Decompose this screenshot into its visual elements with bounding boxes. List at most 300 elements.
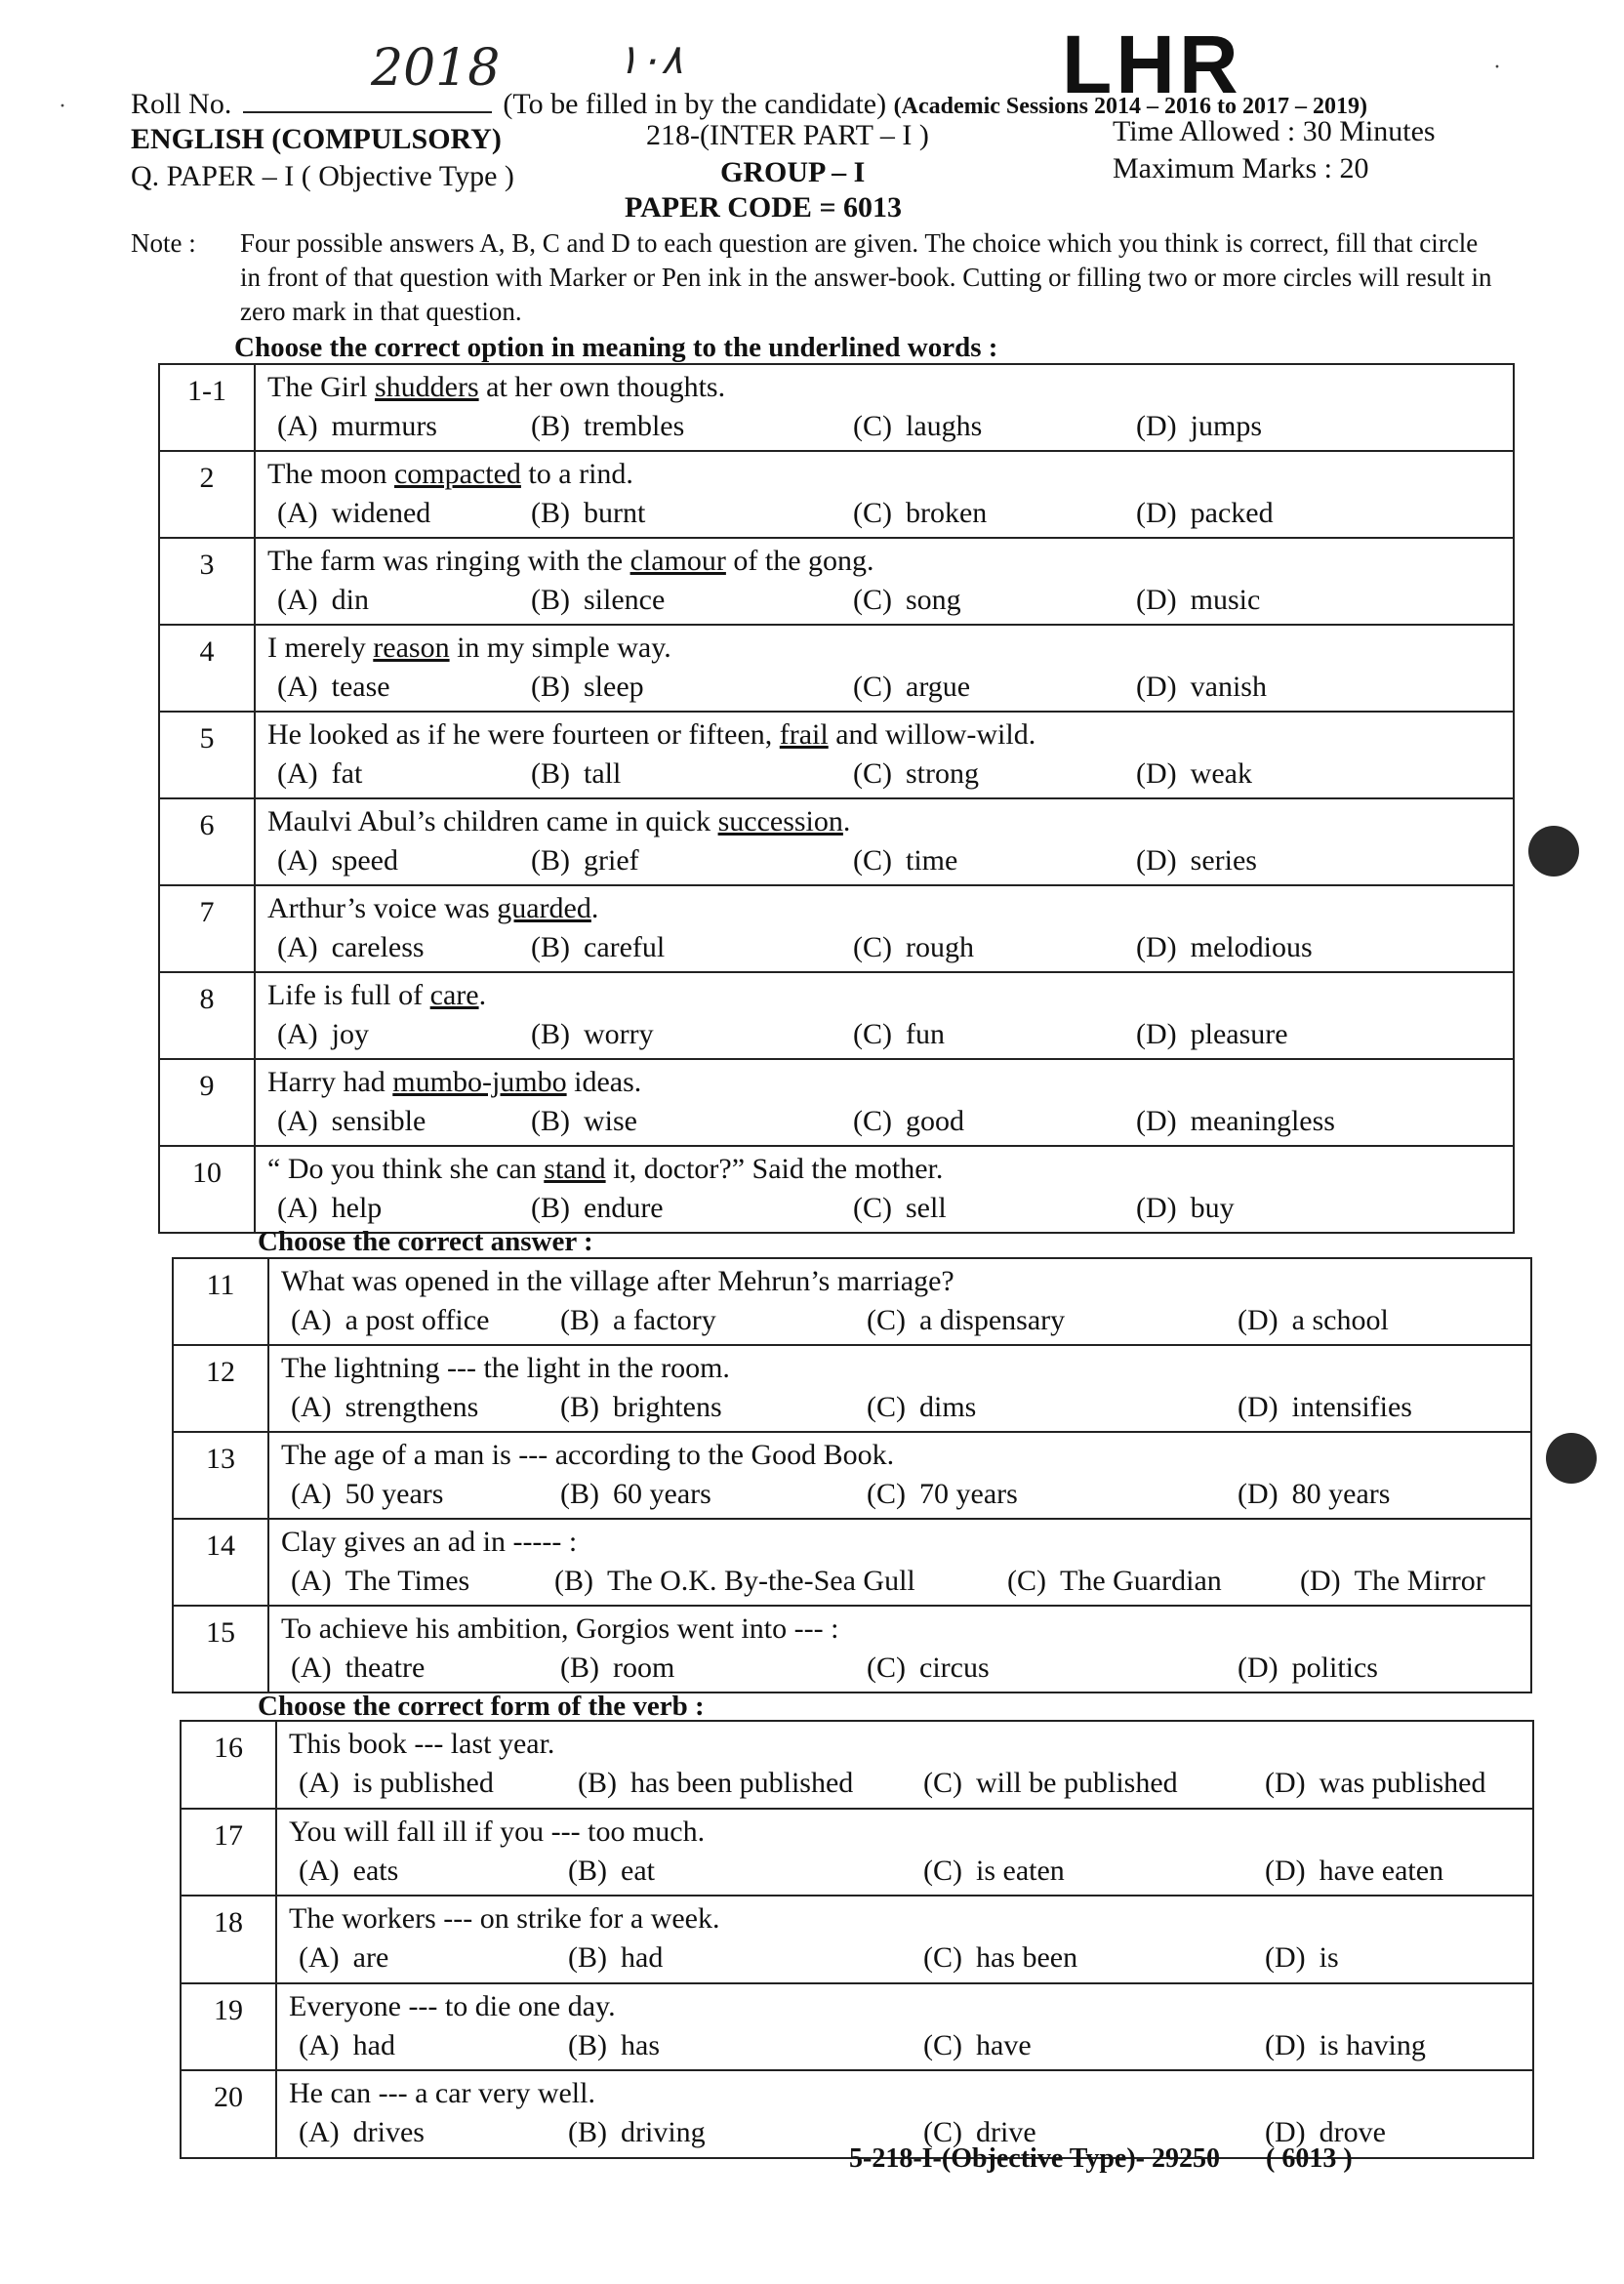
option-text: careless [331,931,425,963]
question-number: 18 [182,1897,277,1982]
option-text: vanish [1190,671,1267,703]
question-number: 9 [160,1060,256,1145]
option-d [1265,2029,1426,2062]
paper-type: Q. PAPER – I ( Objective Type ) [131,160,514,192]
option-letter: (C) [853,1018,892,1050]
option-text: packed [1190,497,1274,529]
question-fragment: “ Do you think she can [267,1153,545,1185]
option-c [853,584,961,617]
option-b [531,497,645,530]
option-letter: (C) [923,2028,962,2061]
option-text: is published [352,1767,494,1799]
question-row [174,1433,1530,1520]
option-text: endure [584,1192,664,1224]
option-text: sensible [331,1105,426,1137]
question-number: 20 [182,2071,277,2157]
underlined-word: guarded [497,892,591,924]
option-text: 50 years [345,1478,444,1510]
option-a [277,584,369,617]
option-letter: (B) [560,1478,599,1510]
roll-label: Roll No. [131,88,232,120]
question-number: 4 [160,626,256,711]
paper-code: PAPER CODE = 6013 [625,191,903,224]
option-text: strong [906,757,979,790]
option-c [923,1767,1178,1800]
question-text [289,1990,616,2023]
option-letter: (D) [1265,1767,1306,1799]
option-a [277,757,362,791]
option-letter: (A) [277,497,318,529]
option-text: jumps [1190,410,1263,442]
option-b [531,1018,654,1051]
option-a [277,931,425,964]
question-fragment: Life is full of [267,979,430,1011]
question-fragment: Everyone --- to die one day. [289,1989,616,2022]
option-text: grief [584,844,639,877]
roll-note: (To be filled in by the candidate) [503,88,887,120]
question-number: 11 [174,1259,269,1344]
underlined-word: compacted [393,458,521,490]
question-fragment: and willow-wild. [828,718,1036,751]
option-letter: (B) [560,1391,599,1423]
question-fragment: The lightning --- the light in the room. [281,1352,730,1384]
option-text: drive [976,2116,1036,2148]
question-row [174,1259,1530,1346]
option-c [923,1855,1065,1888]
question-fragment: . [478,979,487,1011]
question-row [160,365,1513,452]
option-text: a dispensary [919,1304,1066,1336]
question-number: 14 [174,1520,269,1605]
option-letter: (B) [554,1565,593,1597]
option-text: circus [919,1652,990,1684]
question-row [182,1722,1532,1810]
option-letter: (D) [1136,410,1177,442]
question-number: 8 [160,973,256,1058]
question-number: 12 [174,1346,269,1431]
option-letter: (B) [531,497,570,529]
option-letter: (A) [299,2116,340,2148]
note-text: Four possible answers A, B, C and D to each question are given. The choice which you think is correct, fill that circle in front of that question with Marker or Pen ink in the answer-book. Cutting or filling two or more circles will result in zero mark in that question. [240,228,1492,326]
option-text: brightens [613,1391,722,1423]
option-letter: (B) [568,1854,607,1887]
option-text: drove [1319,2116,1386,2148]
handwritten-year: 2018 [371,39,501,98]
question-number: 2 [160,452,256,537]
question-number: 15 [174,1607,269,1692]
option-letter: (A) [277,1192,318,1224]
option-text: has been published [630,1767,854,1799]
option-letter: (A) [277,1018,318,1050]
option-text: have [976,2028,1032,2061]
option-letter: (D) [1238,1304,1279,1336]
option-a [299,2116,425,2149]
option-letter: (C) [867,1652,906,1684]
option-d [1238,1304,1389,1337]
option-letter: (B) [568,2028,607,2061]
option-text: good [906,1105,964,1137]
option-c [923,1941,1077,1975]
section-heading: Choose the correct answer : [258,1226,593,1257]
option-b [531,844,639,877]
option-text: fat [331,757,363,790]
option-b [531,931,665,964]
option-text: laughs [906,410,983,442]
option-letter: (B) [560,1304,599,1336]
question-fragment: You will fall ill if you --- too much. [289,1815,706,1848]
option-c [923,2029,1032,2062]
option-letter: (D) [1136,1192,1177,1224]
option-text: theatre [345,1652,426,1684]
option-d [1136,671,1267,704]
option-b [531,1192,664,1225]
option-d [1136,931,1313,964]
scan-speck: · [1493,55,1501,80]
option-text: worry [584,1018,654,1050]
option-c [853,1105,964,1138]
question-row [160,539,1513,626]
option-a [291,1304,489,1337]
scan-blot [1528,826,1579,877]
option-letter: (C) [923,1854,962,1887]
option-b [560,1304,716,1337]
question-number: 1-1 [160,365,256,450]
underlined-word: mumbo-jumbo [392,1066,567,1098]
question-row [160,973,1513,1060]
footer-code: 5-218-I-(Objective Type)- 29250 [849,2143,1220,2174]
option-letter: (A) [277,931,318,963]
question-number: 10 [160,1147,256,1232]
question-fragment: . [842,805,851,837]
scan-blot [1546,1433,1597,1484]
option-text: was published [1319,1767,1486,1799]
option-text: strengthens [345,1391,479,1423]
section-heading: Choose the correct option in meaning to the underlined words : [234,332,998,363]
option-text: wise [584,1105,637,1137]
question-fragment: Arthur’s voice was [267,892,498,924]
option-b [531,671,644,704]
option-d [1238,1391,1412,1424]
option-letter: (B) [531,584,570,616]
option-a [299,1855,398,1888]
option-letter: (A) [291,1565,332,1597]
option-d [1136,1018,1288,1051]
question-row [160,886,1513,973]
option-letter: (A) [277,584,318,616]
option-letter: (C) [867,1478,906,1510]
option-letter: (D) [1136,1105,1177,1137]
option-text: joy [331,1018,369,1050]
option-text: has [621,2028,660,2061]
question-table [180,1720,1534,2159]
footer [849,2143,1353,2175]
question-fragment: Maulvi Abul’s children came in quick [267,805,718,837]
option-letter: (D) [1136,497,1177,529]
option-letter: (A) [277,410,318,442]
question-text [289,1728,554,1761]
option-c [1007,1565,1222,1598]
question-row [182,1984,1532,2072]
question-text [267,545,874,578]
option-text: The Times [345,1565,470,1597]
option-letter: (A) [277,1105,318,1137]
board-stamp: LHR [1062,19,1242,110]
option-text: sleep [584,671,644,703]
option-text: politics [1291,1652,1378,1684]
option-text: drives [352,2116,425,2148]
question-text [267,805,850,838]
option-a [291,1565,469,1598]
question-fragment: The farm was ringing with the [267,545,630,577]
option-text: driving [621,2116,706,2148]
option-letter: (D) [1136,844,1177,877]
option-text: The O.K. By-the-Sea Gull [607,1565,915,1597]
option-text: has been [976,1941,1078,1974]
option-d [1136,757,1252,791]
question-text [267,1153,943,1186]
option-letter: (B) [531,671,570,703]
question-fragment: it, doctor?” Said the mother. [605,1153,944,1185]
option-text: buy [1190,1192,1235,1224]
option-text: pleasure [1190,1018,1288,1050]
option-text: meaningless [1190,1105,1335,1137]
question-fragment: This book --- last year. [289,1728,555,1760]
question-text [281,1612,838,1646]
option-text: dims [919,1391,977,1423]
question-number: 3 [160,539,256,624]
option-letter: (B) [531,757,570,790]
question-fragment: at her own thoughts. [478,371,726,403]
question-text [267,718,1035,752]
option-text: intensifies [1291,1391,1412,1423]
option-c [853,1192,947,1225]
underlined-word: shudders [374,371,479,403]
roll-number-field[interactable] [243,90,492,113]
question-row [160,713,1513,799]
subject-title: ENGLISH (COMPULSORY) [131,123,502,155]
option-b [578,1767,853,1800]
option-letter: (D) [1265,2116,1306,2148]
option-text: music [1190,584,1261,616]
option-d [1300,1565,1485,1598]
option-letter: (B) [531,844,570,877]
question-row [160,452,1513,539]
option-text: fun [906,1018,945,1050]
question-fragment: to a rind. [520,458,633,490]
option-letter: (A) [277,844,318,877]
option-letter: (A) [299,2028,340,2061]
question-row [160,626,1513,713]
option-b [568,2029,660,2062]
option-text: had [621,1941,664,1974]
option-letter: (A) [291,1304,332,1336]
option-text: speed [331,844,398,877]
option-text: din [331,584,369,616]
option-text: broken [906,497,988,529]
option-text: room [613,1652,675,1684]
group-label: GROUP – I [720,156,866,188]
option-letter: (C) [853,671,892,703]
option-text: The Mirror [1354,1565,1485,1597]
option-letter: (C) [853,410,892,442]
option-text: is eaten [976,1854,1065,1887]
option-letter: (C) [867,1304,906,1336]
question-fragment: The age of a man is --- according to the Good Book. [281,1439,895,1471]
option-b [568,1855,655,1888]
option-c [853,497,987,530]
option-text: will be published [976,1767,1178,1799]
option-a [291,1478,443,1511]
question-text [267,892,598,925]
question-fragment: Clay gives an ad in ----- : [281,1526,578,1558]
option-b [560,1391,722,1424]
option-a [277,1192,382,1225]
option-letter: (C) [853,757,892,790]
option-text: trembles [584,410,685,442]
option-letter: (A) [291,1652,332,1684]
option-text: weak [1190,757,1252,790]
option-d [1265,1855,1443,1888]
question-fragment: What was opened in the village after Mehrun’s marriage? [281,1265,954,1297]
option-text: song [906,584,961,616]
option-c [867,1391,976,1424]
option-b [568,1941,663,1975]
option-letter: (C) [923,1941,962,1974]
option-b [560,1652,674,1685]
option-b [531,757,621,791]
question-number: 19 [182,1984,277,2070]
question-table [158,363,1515,1234]
option-letter: (D) [1265,2028,1306,2061]
option-letter: (D) [1265,1941,1306,1974]
option-letter: (C) [923,2116,962,2148]
option-text: 60 years [613,1478,711,1510]
option-b [531,410,684,443]
option-d [1265,1767,1485,1800]
option-letter: (D) [1238,1652,1279,1684]
option-a [277,844,398,877]
option-a [277,410,437,443]
question-fragment: Harry had [267,1066,393,1098]
question-row [160,1147,1513,1232]
option-text: had [352,2028,395,2061]
note-label: Note : [131,228,196,258]
max-marks: Maximum Marks : 20 [1113,152,1369,184]
option-letter: (A) [291,1478,332,1510]
option-c [853,931,974,964]
section-heading: Choose the correct form of the verb : [258,1691,705,1722]
option-a [277,1105,426,1138]
option-c [867,1478,1018,1511]
option-text: burnt [584,497,646,529]
option-text: rough [906,931,974,963]
question-fragment: He looked as if he were fourteen or fifteen, [267,718,780,751]
option-text: widened [331,497,431,529]
option-a [277,1018,369,1051]
question-row [182,1810,1532,1897]
option-text: series [1190,844,1257,877]
option-text: murmurs [331,410,437,442]
option-text: is [1319,1941,1339,1974]
option-a [291,1391,478,1424]
underlined-word: care [429,979,479,1011]
option-letter: (D) [1300,1565,1341,1597]
question-row [174,1520,1530,1607]
option-letter: (B) [531,1018,570,1050]
handwritten-note: ۱۰۸ [617,35,683,83]
question-row [174,1607,1530,1692]
question-text [281,1439,894,1472]
question-text [281,1526,577,1559]
question-number: 5 [160,713,256,797]
option-letter: (A) [299,1941,340,1974]
question-fragment: The workers --- on strike for a week. [289,1902,720,1935]
question-text [267,979,486,1012]
option-c [867,1304,1065,1337]
question-fragment: of the gong. [725,545,874,577]
option-a [299,2029,395,2062]
question-fragment: To achieve his ambition, Gorgios went into --- : [281,1612,839,1645]
option-text: 80 years [1291,1478,1391,1510]
option-text: time [906,844,958,877]
option-d [1238,1478,1390,1511]
option-c [853,757,979,791]
question-text [281,1352,730,1385]
option-d [1136,584,1260,617]
option-b [560,1478,711,1511]
option-letter: (D) [1265,1854,1306,1887]
option-letter: (C) [1007,1565,1046,1597]
option-c [853,671,970,704]
option-c [867,1652,990,1685]
option-text: eats [352,1854,399,1887]
code-line: 218-(INTER PART – I ) [646,119,929,151]
question-text [281,1265,954,1298]
question-number: 7 [160,886,256,971]
option-letter: (D) [1238,1391,1279,1423]
option-letter: (C) [853,497,892,529]
option-letter: (B) [568,1941,607,1974]
option-text: are [352,1941,389,1974]
option-letter: (A) [299,1854,340,1887]
question-row [182,1897,1532,1984]
option-text: The Guardian [1060,1565,1222,1597]
option-a [277,497,430,530]
option-text: help [331,1192,383,1224]
question-text [267,632,671,665]
question-row [160,799,1513,886]
option-text: tall [584,757,622,790]
option-text: eat [621,1854,655,1887]
option-d [1265,1941,1339,1975]
option-letter: (C) [853,844,892,877]
question-number: 16 [182,1722,277,1808]
option-letter: (C) [867,1391,906,1423]
underlined-word: stand [544,1153,606,1185]
question-fragment: in my simple way. [449,632,671,664]
option-a [291,1652,425,1685]
option-letter: (D) [1136,671,1177,703]
option-letter: (B) [578,1767,617,1799]
option-d [1136,1105,1335,1138]
option-text: is having [1319,2028,1426,2061]
option-letter: (B) [568,2116,607,2148]
question-table [172,1257,1532,1693]
option-letter: (A) [299,1767,340,1799]
option-text: melodious [1190,931,1313,963]
option-text: sell [906,1192,947,1224]
option-letter: (B) [531,1192,570,1224]
